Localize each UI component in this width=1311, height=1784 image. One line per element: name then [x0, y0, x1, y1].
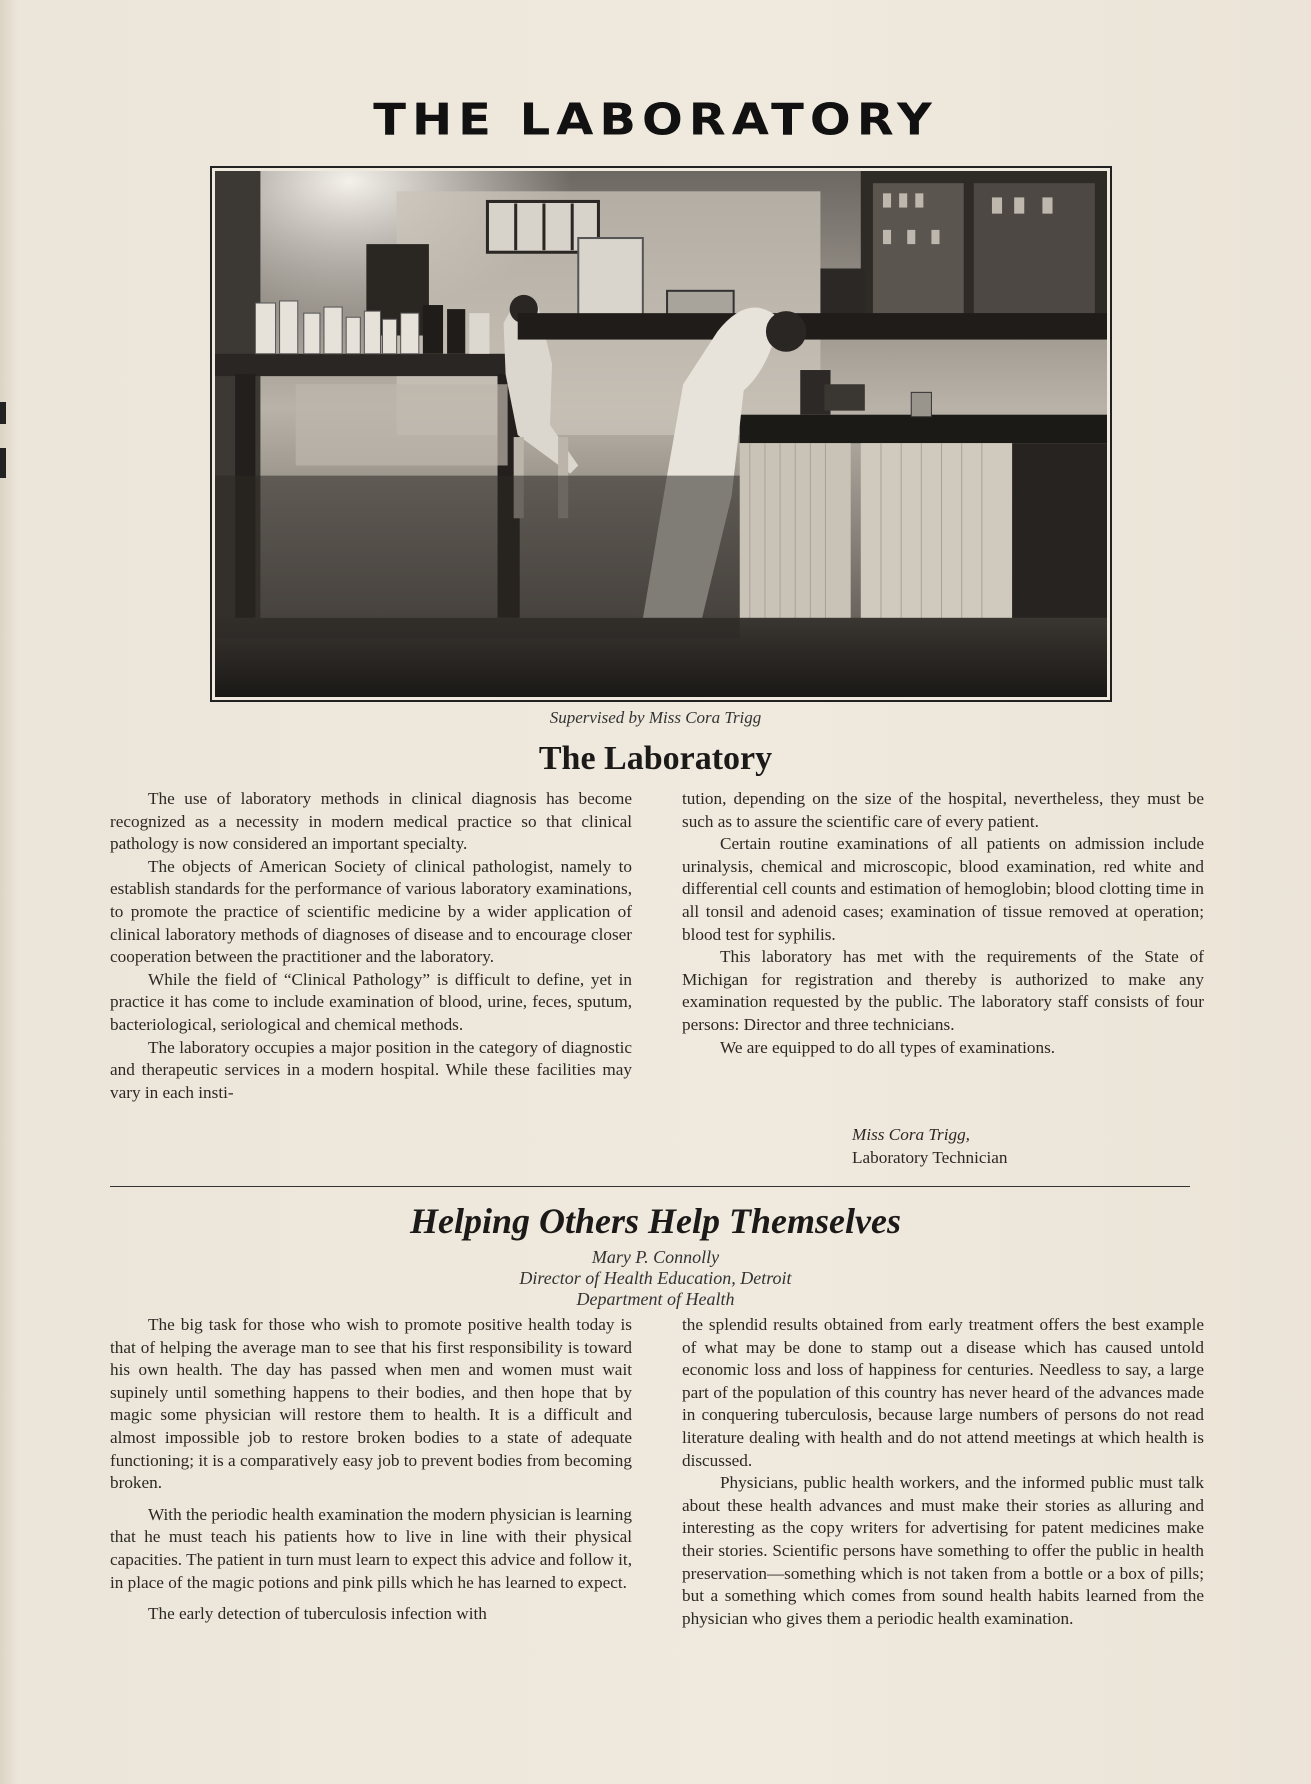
- paragraph: We are equipped to do all types of examinations.: [720, 1037, 1056, 1057]
- laboratory-photo-illustration: [215, 171, 1107, 697]
- article1-column-left: [110, 788, 632, 1104]
- article2-column-right: [682, 1314, 1204, 1630]
- paragraph: The objects of American Society of clinical pathologist, namely to establish standards for the performance of various laboratory examinations, to promote the practice of scientific medicine by a wider application of clinical laboratory methods of diagnoses of disease and to encourage closer cooperation between the practitioner and the laboratory.: [110, 856, 632, 967]
- paragraph: Physicians, public health workers, and the informed public must talk about these health advances and must make their stories as alluring and interesting as the copy writers for advertising for patent medicines make their stories. Scientific persons have something to offer the public in health preservation—something which is not taken from a bottle or a box of pills; but a something which comes from sound health habits learned from the physician who gives them a periodic health examination.: [682, 1473, 1204, 1628]
- binding-mark: [0, 402, 6, 424]
- binding-mark: [0, 448, 6, 478]
- paragraph: This laboratory has met with the requirements of the State of Michigan for registration and thereby is authorized to make any examination requested by the public. The laboratory staff consists of four persons: Director and three technicians.: [682, 947, 1204, 1034]
- paragraph: With the periodic health examination the modern physician is learning that he must teach his patients how to live in line with their physical capacities. The patient in turn must learn to expect this advice and follow it, in place of the magic potions and pink pills which he has learned to expect.: [110, 1504, 632, 1592]
- article-heading-laboratory: The Laboratory: [538, 740, 773, 777]
- author-title: Director of Health Education, Detroit: [519, 1268, 792, 1288]
- paragraph: Certain routine examinations of all patients on admission include urinalysis, chemical and microscopic, blood examination, red white and differential cell counts and estimation of hemoglobin; blood clotting time in all tonsil and adenoid cases; examination of tissue removed at operation; blood test for syphilis.: [682, 834, 1204, 944]
- page-title: THE LABORATORY: [373, 94, 938, 146]
- photo-caption: Supervised by Miss Cora Trigg: [549, 708, 762, 727]
- article1-column-right: [682, 788, 1204, 1059]
- laboratory-photo: [210, 166, 1112, 702]
- author-department: Department of Health: [576, 1289, 735, 1309]
- paragraph: The early detection of tuberculosis infection with: [148, 1604, 487, 1624]
- author-name: Mary P. Connolly: [591, 1247, 720, 1267]
- paragraph: tution, depending on the size of the hospital, nevertheless, they must be such as to assure the scientific care of every patient.: [682, 789, 1204, 831]
- signature-name: Miss Cora Trigg,: [852, 1125, 970, 1144]
- article2-column-left: [110, 1314, 632, 1626]
- paragraph: The use of laboratory methods in clinical diagnosis has become recognized as a necessity in modern medical practice so that clinical pathology is now considered an important specialty.: [110, 789, 632, 854]
- signature-title: Laboratory Technician: [852, 1148, 1008, 1167]
- paragraph: The laboratory occupies a major position in the category of diagnostic and therapeutic services in a modern hospital. While these facilities may vary in each insti-: [110, 1037, 632, 1102]
- article-heading-helping-others: Helping Others Help Themselves: [410, 1201, 901, 1241]
- paragraph: While the field of “Clinical Pathology” is difficult to define, yet in practice it has come to include examination of blood, urine, feces, sputum, bacteriological, seriological and chemical methods.: [110, 969, 632, 1034]
- paragraph: the splendid results obtained from early treatment offers the best example of what may be done to stamp out a disease which has caused untold economic loss and loss of happiness for centuries. Needless to say, a large part of the population of this country has never heard of the advances made in conquering tuberculosis, because large numbers of persons do not read literature dealing with health and do not attend meetings at which health is discussed.: [682, 1315, 1204, 1470]
- section-divider: [110, 1186, 1190, 1187]
- paragraph: The big task for those who wish to promote positive health today is that of helping the average man to see that his first responsibility is toward his own health. The day has passed when men and women must wait supinely until something happens to their bodies, and then hope that by magic some physician will restore them to health. It is a difficult and almost impossible job to restore broken bodies to a state of adequate functioning; it is a comparatively easy job to prevent bodies from becoming broken.: [110, 1315, 632, 1493]
